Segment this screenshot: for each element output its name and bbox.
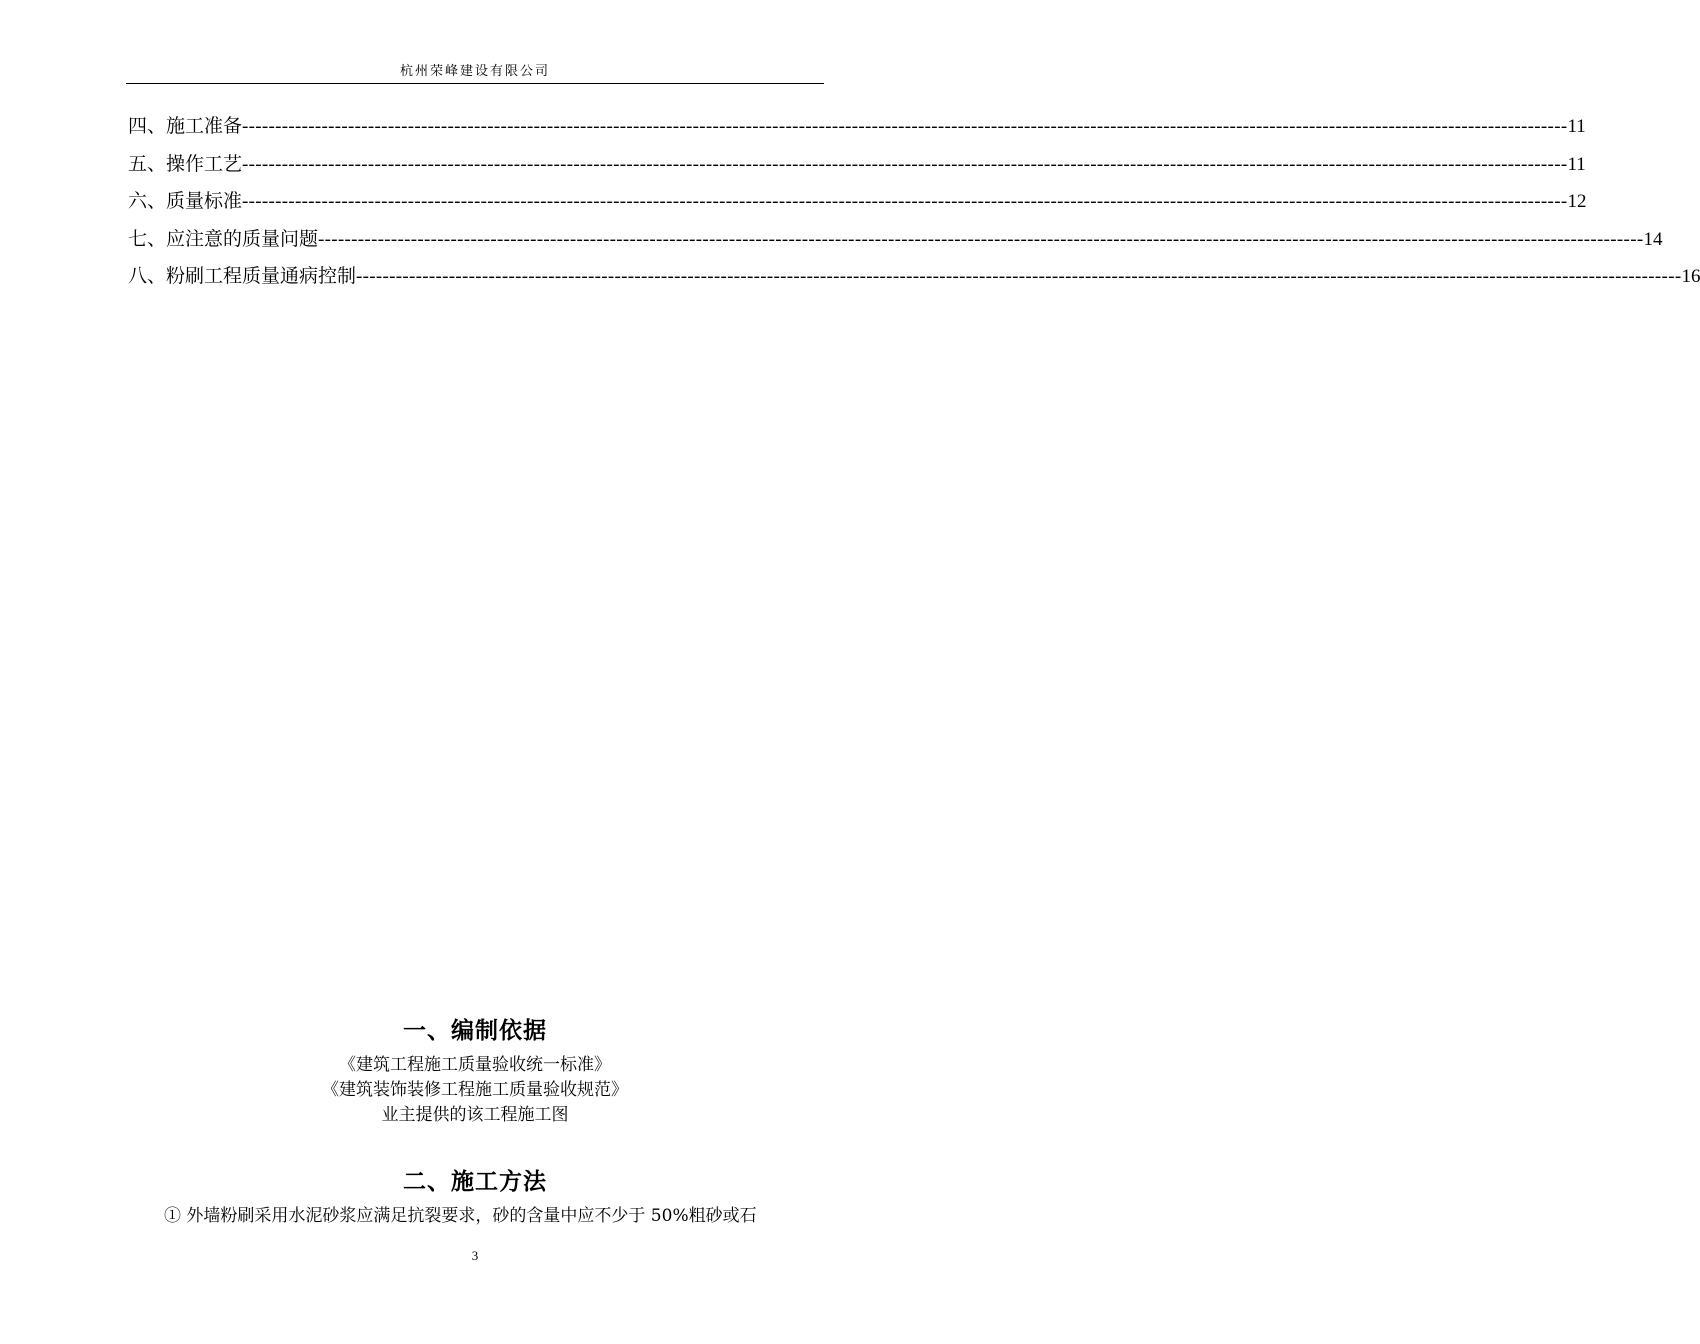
table-of-contents [128,108,1700,296]
toc-entry [128,258,1700,296]
section-heading-method: 二、施工方法 [403,1168,547,1195]
toc-entry [128,183,1587,221]
basis-item: 《建筑工程施工质量验收统一标准》 [339,1055,611,1075]
toc-leader: -------------------------------------------------------------------------------------------------------------------------------------------------------------------------------------------------------- [318,228,1644,250]
header-rule [126,83,824,84]
toc-leader: -------------------------------------------------------------------------------------------------------------------------------------------------------------------------------------------------------- [356,266,1682,287]
basis-item: 《建筑装饰装修工程施工质量验收规范》 [322,1080,628,1100]
toc-entry-page: 14 [1643,228,1663,250]
basis-item: 业主提供的该工程施工图 [381,1105,569,1125]
toc-entry-label: 六、质量标准 [128,190,243,212]
toc-leader: -------------------------------------------------------------------------------------------------------------------------------------------------------------------------------------------------------- [242,153,1568,175]
page-number: 3 [471,1248,479,1263]
toc-entry-page: 11 [1567,153,1586,175]
toc-leader: -------------------------------------------------------------------------------------------------------------------------------------------------------------------------------------------------------- [242,191,1568,212]
toc-entry-label: 五、操作工艺 [128,152,243,175]
method-paragraph: ① 外墙粉刷采用水泥砂浆应满足抗裂要求，砂的含量中应不少于 50%粗砂或石 [164,1206,757,1226]
toc-entry [128,146,1586,184]
toc-entry [128,108,1586,146]
toc-entry-page: 11 [1567,116,1586,137]
toc-entry-label: 四、施工准备 [128,115,243,137]
toc-entry-label: 八、粉刷工程质量通病控制 [128,265,357,287]
toc-entry [128,221,1663,259]
toc-leader: -------------------------------------------------------------------------------------------------------------------------------------------------------------------------------------------------------- [242,116,1568,137]
toc-entry-page: 12 [1567,191,1587,212]
section-heading-basis: 一、编制依据 [403,1017,547,1044]
page-header-company: 杭州荣峰建设有限公司 [399,64,550,79]
toc-entry-page: 16 [1681,266,1700,287]
toc-entry-label: 七、应注意的质量问题 [128,227,319,250]
